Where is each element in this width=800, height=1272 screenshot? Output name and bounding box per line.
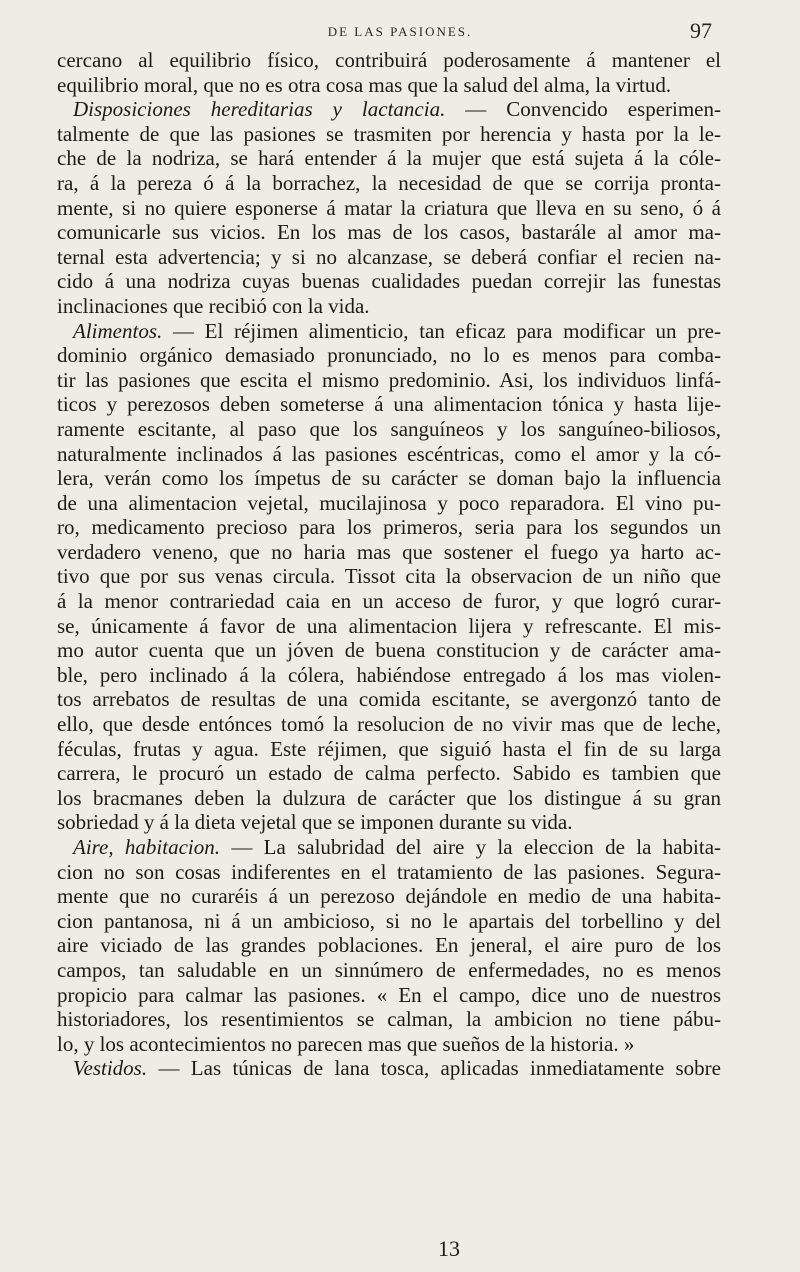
signature-mark: 13	[438, 1236, 460, 1261]
line-text: naturalmente inclinados á las pasiones escéntricas, como el amor y la có-	[57, 441, 721, 466]
line-text: verdadero veneno, que no haria mas que sostener el fuego ya harto ac-	[57, 539, 721, 564]
text-line	[57, 614, 721, 639]
running-head	[0, 18, 800, 44]
line-text: lera, verán como los ímpetus de su carácter se doman bajo la influencia	[57, 466, 721, 491]
line-text: tir las pasiones que escita el mismo predominio. Asi, los individuos linfá-	[57, 367, 721, 392]
text-line	[57, 245, 721, 270]
line-text: ticos y perezosos deben someterse á una alimentacion tónica y hasta lije-	[57, 392, 721, 417]
line-text: ello, que desde entónces tomó la resolucion de no vivir mas que de leche,	[57, 712, 721, 737]
line-text: equilibrio moral, que no es otra cosa mas que la salud del alma, la virtud.	[57, 72, 672, 97]
line-text: sobriedad y á la dieta vejetal que se imponen durante su vida.	[57, 810, 573, 835]
text-line	[57, 220, 721, 245]
body-text	[57, 48, 721, 1081]
section-heading: Vestidos.	[73, 1056, 148, 1081]
text-line	[57, 48, 721, 73]
text-line	[57, 958, 721, 983]
text-line	[57, 983, 721, 1008]
text-line	[57, 589, 721, 614]
line-text: mente, si no quiere esponerse á matar la criatura que lleva en su seno, ó á	[57, 195, 721, 220]
running-title: DE LAS PASIONES.	[327, 24, 473, 39]
text-line	[57, 761, 721, 786]
text-line	[57, 1007, 721, 1032]
text-line	[57, 540, 721, 565]
text-line	[57, 515, 721, 540]
text-line	[57, 122, 721, 147]
text-line	[57, 933, 721, 958]
line-text: che de la nodriza, se hará entender á la mujer que está sujeta á la cóle-	[57, 146, 721, 171]
line-text: — Convencido esperimen-	[445, 97, 721, 122]
text-line	[57, 97, 721, 122]
line-text: mente que no curaréis á un perezoso dejándole en medio de una habita-	[57, 884, 721, 909]
text-line	[57, 368, 721, 393]
line-text: carrera, le procuró un estado de calma perfecto. Sabido es tambien que	[57, 761, 721, 786]
text-line	[57, 884, 721, 909]
line-text: historiadores, los resentimientos se calman, la ambicion no tiene pábu-	[57, 1007, 721, 1032]
line-text: ro, medicamento precioso para los primeros, seria para los segundos un	[57, 515, 721, 540]
line-text: propicio para calmar las pasiones. « En el campo, dice uno de nuestros	[57, 982, 721, 1007]
line-text: ra, á la pereza ó á la borrachez, la necesidad de que se corrija pronta-	[57, 170, 721, 195]
line-text: cido á una nodriza cuyas buenas cualidades puedan correjir las funestas	[57, 269, 721, 294]
text-line	[57, 909, 721, 934]
line-text: lo, y los acontecimientos no parecen mas que sueños de la historia. »	[57, 1031, 635, 1056]
text-line	[57, 687, 721, 712]
line-text: tivo que por sus venas circula. Tissot cita la observacion de un niño que	[57, 564, 721, 589]
text-line	[57, 712, 721, 737]
text-line	[57, 564, 721, 589]
line-text: cercano al equilibrio físico, contribuirá poderosamente á mantener el	[57, 48, 721, 72]
text-line	[57, 442, 721, 467]
line-text: — La salubridad del aire y la eleccion de la habita-	[220, 835, 721, 859]
text-line	[57, 737, 721, 762]
text-line	[57, 171, 721, 196]
text-line	[57, 392, 721, 417]
text-line	[57, 810, 721, 835]
line-text: ble, pero inclinado á la cólera, habiéndose entregado á los mas violen-	[57, 662, 721, 687]
text-line	[57, 196, 721, 221]
line-text: ramente escitante, al paso que los sanguíneos y los sanguíneo-biliosos,	[57, 416, 721, 441]
line-text: comunicarle sus vicios. En los mas de los casos, bastarále al amor ma-	[57, 220, 721, 245]
line-text: féculas, frutas y agua. Este réjimen, que siguió hasta el fin de su larga	[57, 736, 721, 761]
line-text: tos arrebatos de resultas de una comida escitante, se avergonzó tanto de	[57, 687, 721, 712]
text-line	[57, 638, 721, 663]
section-heading: Aire, habitacion.	[73, 835, 221, 859]
line-text: cion pantanosa, ni á un ambicioso, si no le apartais del torbellino y del	[57, 908, 721, 933]
line-text: se, únicamente á favor de una alimentacion lijera y refrescante. El mis-	[57, 613, 721, 638]
text-line	[57, 1032, 721, 1057]
line-text: mo autor cuenta que un jóven de buena constitucion y de carácter ama-	[57, 638, 721, 663]
text-line	[57, 294, 721, 319]
text-line	[57, 786, 721, 811]
text-line	[57, 491, 721, 516]
section-heading: Alimentos.	[73, 318, 163, 343]
line-text: cion no son cosas indiferentes en el tratamiento de las pasiones. Segura-	[57, 859, 721, 884]
text-line	[57, 1056, 721, 1081]
page-number: 97	[690, 18, 712, 43]
text-line	[57, 466, 721, 491]
text-line	[57, 835, 721, 860]
line-text: los bracmanes deben la dulzura de carácter que los distingue á su gran	[57, 785, 721, 810]
line-text: talmente de que las pasiones se trasmiten por herencia y hasta por la le-	[57, 121, 721, 146]
text-line	[57, 319, 721, 344]
line-text: aire viciado de las grandes poblaciones. En jeneral, el aire puro de los	[57, 933, 721, 958]
section-heading: Disposiciones hereditarias y lactancia.	[73, 97, 446, 122]
text-line	[57, 417, 721, 442]
line-text: — Las túnicas de lana tosca, aplicadas inmediatamente sobre	[147, 1056, 721, 1081]
line-text: de una alimentacion vejetal, mucilajinosa y poco reparadora. El vino pu-	[57, 490, 721, 515]
line-text: inclinaciones que recibió con la vida.	[57, 293, 370, 318]
line-text: campos, tan saludable en un sinnúmero de enfermedades, no es menos	[57, 957, 721, 982]
text-line	[57, 146, 721, 171]
text-line	[57, 860, 721, 885]
line-text: á la menor contrariedad caia en un acceso de furor, y que logró curar-	[57, 589, 721, 614]
line-text: ternal esta advertencia; y si no alcanzase, se deberá confiar el recien na-	[57, 244, 721, 269]
text-line	[57, 663, 721, 688]
text-line	[57, 343, 721, 368]
line-text: dominio orgánico demasiado pronunciado, no lo es menos para comba-	[57, 343, 721, 368]
text-line	[57, 269, 721, 294]
text-line	[57, 73, 721, 98]
line-text: — El réjimen alimenticio, tan eficaz para modificar un pre-	[162, 318, 721, 343]
